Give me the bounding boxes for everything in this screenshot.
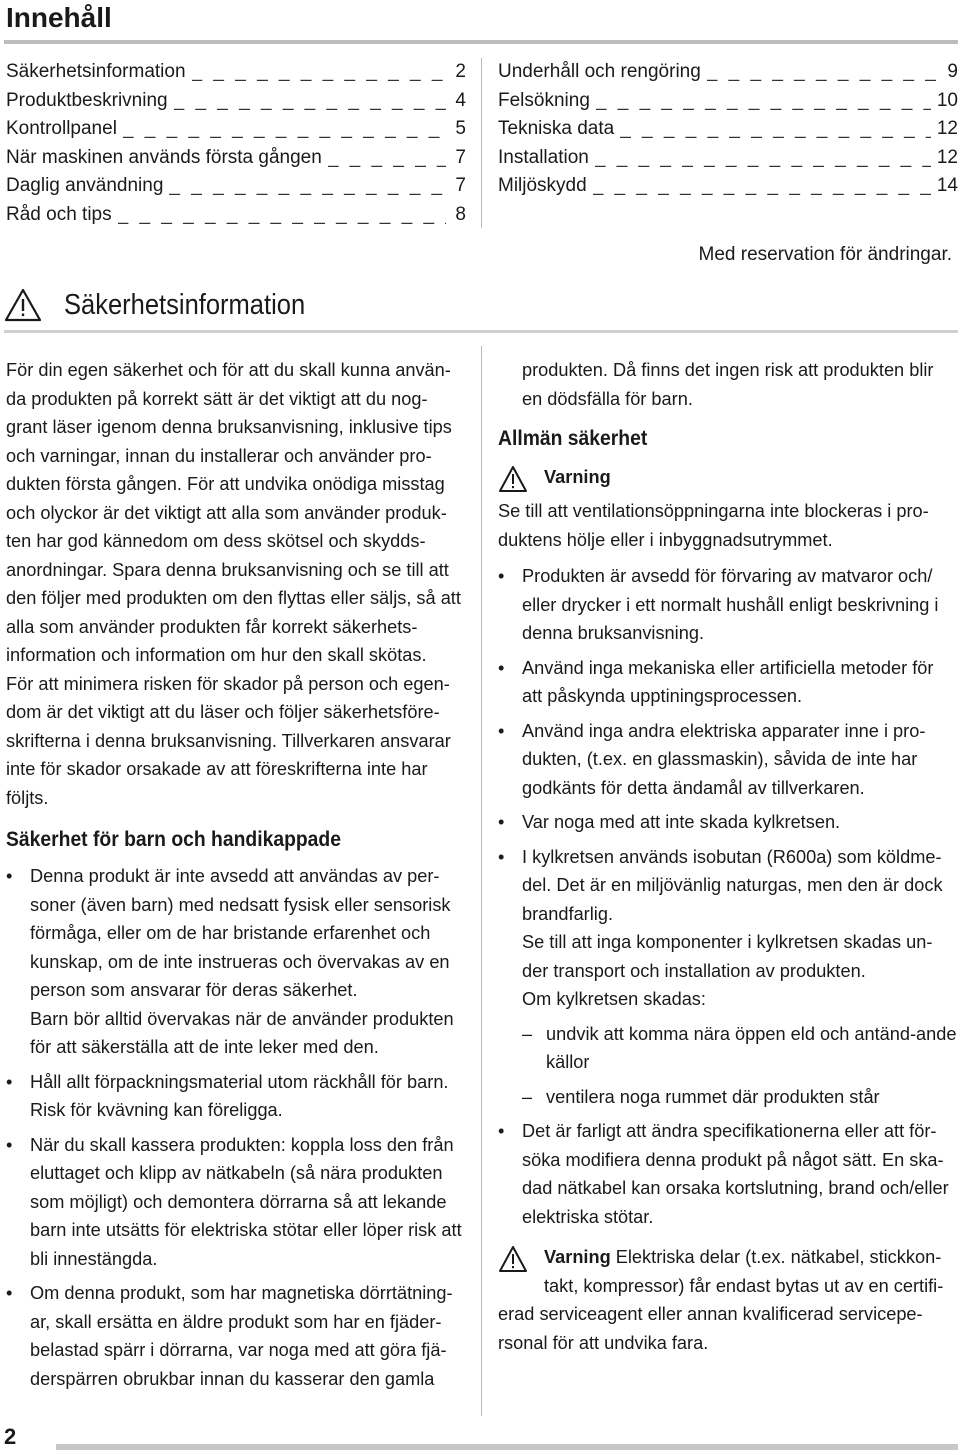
general-safety-list — [498, 562, 958, 1231]
list-item: • Var noga med att inte skada kylkretsen. — [498, 808, 958, 837]
list-item: • Denna produkt är inte avsedd att användas av per-soner (även barn) med nedsatt fysisk eller sensorisk förmåga, eller om de har bristande erfarenhet och kunskap, om de inte instrueras och övervakas av en person som ansvarar för deras säkerhet. Barn bör alltid övervakas när de använder produkten för att säkerställa att de inte leker med den. — [6, 862, 466, 1062]
warning-block — [498, 463, 958, 493]
toc-entry[interactable]: När maskinen används första gången _ _ _ 7 — [6, 144, 466, 173]
list-item: • Håll allt förpackningsmaterial utom räckhåll för barn. Risk för kvävning kan föreligga. — [6, 1068, 466, 1125]
warning-triangle-icon — [498, 1245, 528, 1273]
list-item: • Produkten är avsedd för förvaring av matvaror och/ eller drycker i ett normalt hushåll enligt beskrivning i denna bruksanvisning. — [498, 562, 958, 648]
section-header — [4, 288, 338, 322]
top-rule — [4, 40, 958, 44]
toc-entry[interactable]: Produktbeskrivning _ _ _ 4 — [6, 87, 466, 116]
toc-right-column — [498, 58, 958, 201]
toc-entry[interactable]: Tekniska data _ _ _ 12 — [498, 115, 958, 144]
subheading-general: Allmän säkerhet — [498, 427, 648, 450]
continued-paragraph: produkten. Då finns det ingen risk att produkten blir en dödsfälla för barn. — [522, 360, 934, 409]
right-column — [498, 356, 958, 1357]
list-item: • Använd inga andra elektriska apparater inne i pro-dukten, (t.ex. en glassmaskin), såvida de inte har godkänts för detta ändamål av tillverkaren. — [498, 717, 958, 803]
list-item: • I kylkretsen används isobutan (R600a) som köldme-del. Det är en miljövänlig naturgas, men den är dock brandfarlig. Se till att inga komponenter i kylkretsen skadas un-der transport och installation av produkten. Om kylkretsen skadas: – undvik att komma nära öppen eld och antänd-ande källor – ventilera noga rummet där produkten står — [498, 843, 958, 1112]
toc-entry[interactable]: Felsökning _ _ _ 10 — [498, 87, 958, 116]
subheading-children: Säkerhet för barn och handikappade — [6, 828, 341, 851]
toc-entry[interactable]: Miljöskydd _ _ _ 14 — [498, 172, 958, 201]
warning-text: Se till att ventilationsöppningarna inte blockeras i pro-duktens hölje eller i inbyggnadsutrymmet. — [498, 501, 929, 550]
warning-label: Varning — [544, 467, 611, 487]
toc-entry[interactable]: Underhåll och rengöring _ _ _ 9 — [498, 58, 958, 87]
list-item: • Det är farligt att ändra specifikationerna eller att för-söka modifiera denna produkt på något sätt. En ska-dad nätkabel kan orsaka kortslutning, brand och/eller elektriska stötar. — [498, 1117, 958, 1231]
toc-entry[interactable]: Daglig användning _ _ _ 7 — [6, 172, 466, 201]
dash-item: – undvik att komma nära öppen eld och antänd-ande källor — [522, 1020, 958, 1077]
toc-entry[interactable]: Råd och tips _ _ _ 8 — [6, 201, 466, 230]
page-number: 2 — [4, 1424, 17, 1449]
reservation-note: Med reservation för ändringar. — [698, 244, 952, 265]
intro-paragraph: För din egen säkerhet och för att du skall kunna använ-da produkten på korrekt sätt är det viktigt att du nog-grant läser igenom denna bruksanvisning, inklusive tips och varningar, innan du installerar och använder pro-dukten första gången. För att undvika onödiga misstag och olyckor är det viktigt att alla som använder produk-ten har god kännedom om dess skötsel och skydds-anordningar. Spara denna bruksanvisning och se till att den följer med produkten om den flyttas eller säljs, så att alla som använder produkten får korrekt säkerhets-information och information om hur den skall skötas. — [6, 360, 461, 665]
list-item: • När du skall kassera produkten: koppla loss den från eluttaget och klipp av nätkabeln (så nära produkten som möjligt) och demontera dörrarna så att lekande barn inte utsätts för elektriska stötar eller löper risk att bli innestängda. — [6, 1131, 466, 1274]
column-divider — [481, 346, 482, 1416]
list-item: • Om denna produkt, som har magnetiska dörrtätning-ar, skall ersätta en äldre produkt som har en fjäder-belastad spärr i dörrarna, var noga med att göra fjä-derspärren obrukbar innan du kasserar den gamla — [6, 1279, 466, 1393]
toc-entry[interactable]: Kontrollpanel _ _ _ 5 — [6, 115, 466, 144]
children-safety-list — [6, 862, 466, 1393]
footer-rule — [56, 1444, 958, 1450]
warning-triangle-icon — [498, 465, 528, 493]
section-title: Säkerhetsinformation — [64, 288, 306, 321]
toc-title: Innehåll — [6, 2, 112, 33]
damage-steps-list — [522, 1020, 958, 1112]
toc-divider — [481, 58, 482, 228]
section-rule — [4, 330, 958, 333]
list-item: • Använd inga mekaniska eller artificiella metoder för att påskynda upptiningsprocessen. — [498, 654, 958, 711]
toc-entry[interactable]: Säkerhetsinformation _ _ _ 2 — [6, 58, 466, 87]
intro-paragraph: För att minimera risken för skador på person och egen-dom är det viktigt att du läser och följer säkerhetsföre-skrifterna i denna bruksanvisning. Tillverkaren ansvarar inte för skador orsakade av att föreskrifterna inte har följts. — [6, 673, 451, 808]
toc-entry[interactable]: Installation _ _ _ 12 — [498, 144, 958, 173]
warning-label: Varning — [544, 1247, 611, 1267]
warning-block-electrical — [498, 1243, 958, 1357]
left-column — [6, 356, 466, 1399]
dash-item: – ventilera noga rummet där produkten står — [522, 1083, 958, 1112]
warning-triangle-icon — [4, 288, 42, 322]
warning-text: Elektriska delar (t.ex. nätkabel, stickkon-takt, kompressor) får endast bytas ut av en certifi-erad serviceagent eller annan kvalificerad servicepe-rsonal för att undvika fara. — [498, 1247, 944, 1353]
toc-left-column — [6, 58, 466, 229]
